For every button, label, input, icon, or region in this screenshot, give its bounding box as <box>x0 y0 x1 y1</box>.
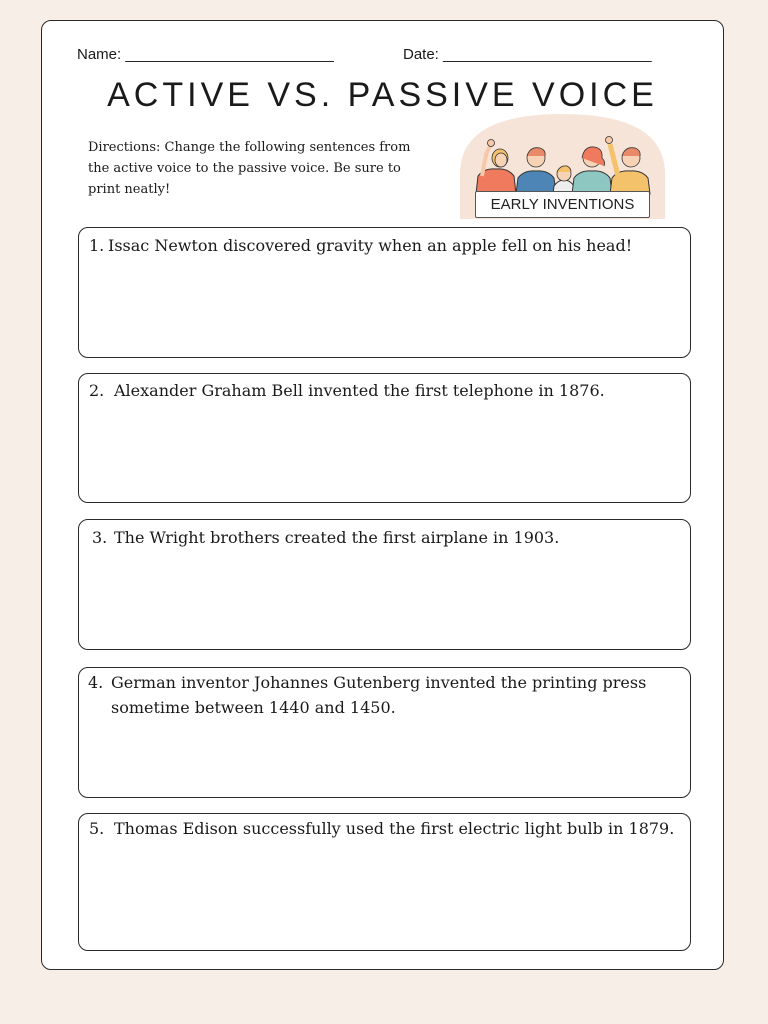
question-number-1: 1. <box>89 236 105 255</box>
question-number-2: 2. <box>89 381 105 400</box>
question-text-4: German inventor Johannes Gutenberg invented the printing press <box>111 673 647 692</box>
question-box-1[interactable] <box>78 227 691 358</box>
question-box-3[interactable] <box>78 519 691 650</box>
question-text-2: Alexander Graham Bell invented the first telephone in 1876. <box>114 381 605 400</box>
question-number-3: 3. <box>92 528 108 547</box>
question-box-4[interactable] <box>78 667 691 798</box>
question-number-4: 4. <box>88 673 104 692</box>
question-box-2[interactable] <box>78 373 691 503</box>
question-box-5[interactable] <box>78 813 691 951</box>
page-title: ACTIVE VS. PASSIVE VOICE <box>107 76 658 114</box>
worksheet-page <box>41 20 724 970</box>
question-text-4-line-2: sometime between 1440 and 1450. <box>111 698 396 717</box>
early-inventions-banner: EARLY INVENTIONS <box>475 191 650 218</box>
question-text-1: Issac Newton discovered gravity when an apple fell on his head! <box>108 236 633 255</box>
date-field[interactable]: Date: _________________________ <box>403 46 652 63</box>
question-number-5: 5. <box>89 819 105 838</box>
name-field[interactable]: Name: _________________________ <box>77 46 334 63</box>
question-text-3: The Wright brothers created the first airplane in 1903. <box>114 528 560 547</box>
directions-text: Directions: Change the following sentences from the active voice to the passive voice. Be sure to print neatly! <box>88 140 411 197</box>
question-text-5: Thomas Edison successfully used the first electric light bulb in 1879. <box>114 819 675 838</box>
